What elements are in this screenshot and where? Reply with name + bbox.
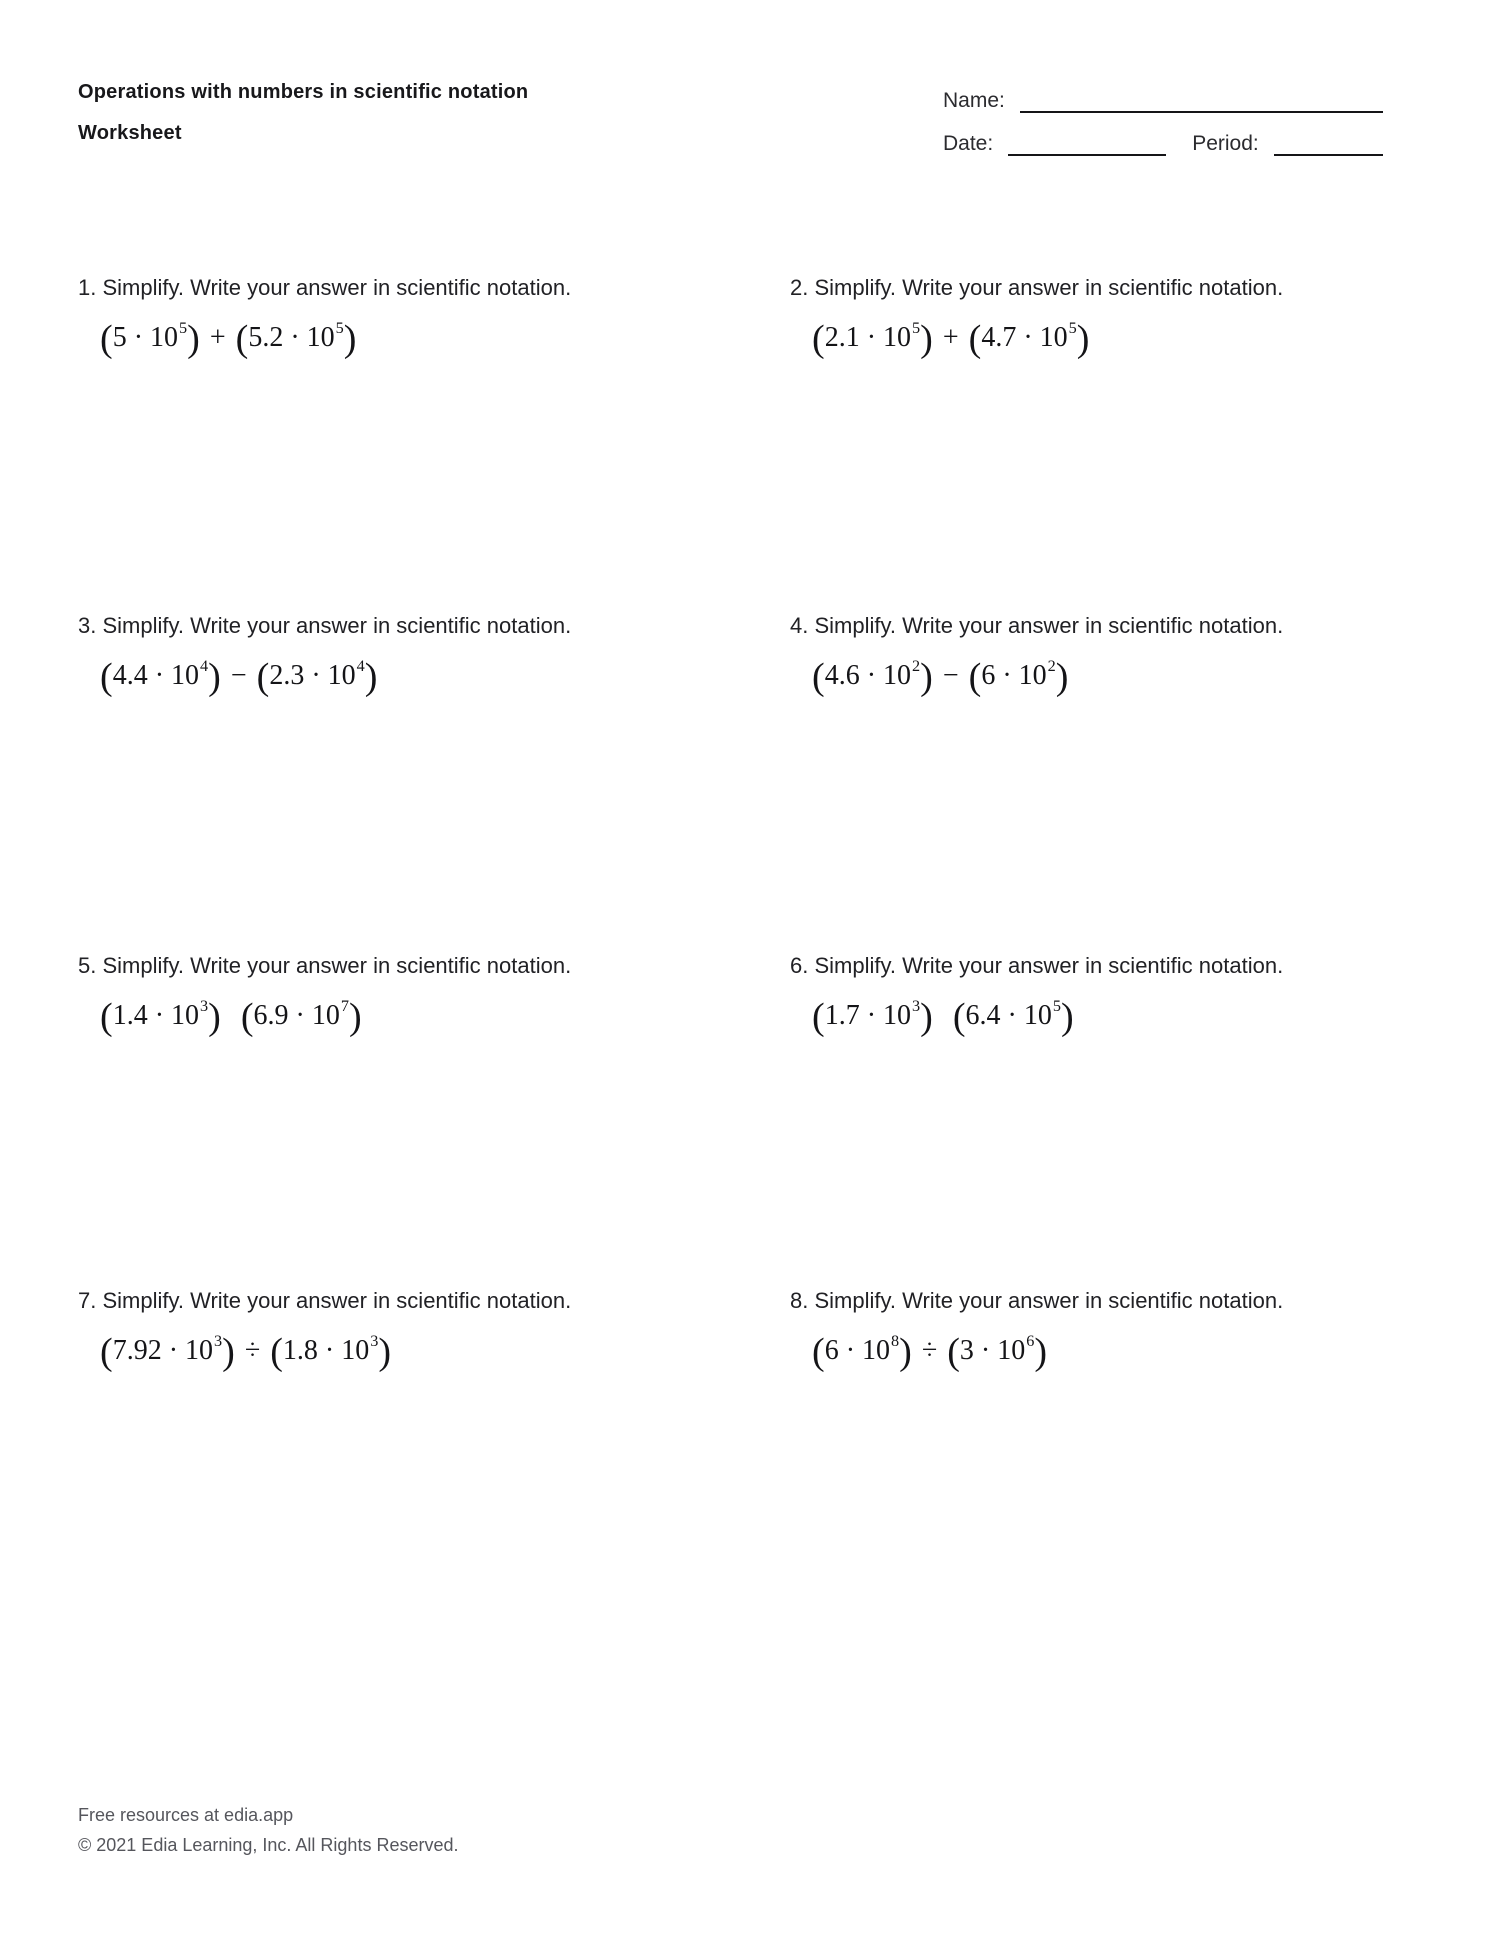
close-paren: )	[899, 1331, 912, 1373]
term2-exponent: 5	[1068, 319, 1077, 338]
open-paren: (	[270, 1331, 283, 1373]
footer-resources-line: Free resources at edia.app	[78, 1805, 294, 1825]
term2-mantissa: 6.9 · 10	[253, 1000, 340, 1032]
operator: ÷	[921, 1335, 938, 1367]
term2-mantissa: 2.3 · 10	[269, 660, 356, 692]
name-label: Name:	[943, 89, 1005, 112]
problem-prompt	[78, 951, 718, 980]
close-paren: )	[208, 996, 221, 1038]
open-paren: (	[812, 1331, 825, 1373]
term2-exponent: 5	[335, 319, 344, 338]
date-period-row	[943, 131, 1383, 156]
open-paren: (	[100, 318, 113, 360]
term2-mantissa: 6.4 · 10	[965, 1000, 1052, 1032]
term2-exponent: 4	[356, 657, 365, 676]
term1-exponent: 4	[200, 657, 209, 676]
math-expression	[812, 1330, 1430, 1374]
problem-prompt	[790, 273, 1430, 302]
open-paren: (	[812, 656, 825, 698]
open-paren: (	[968, 656, 982, 698]
problem-number: 2.	[790, 275, 809, 300]
problem-instruction: Simplify. Write your answer in scientific notation.	[814, 953, 1284, 978]
term1-exponent: 3	[912, 997, 921, 1016]
math-expression	[100, 317, 718, 361]
open-paren: (	[812, 996, 825, 1038]
term2-exponent: 5	[1052, 997, 1061, 1016]
page-title	[78, 72, 528, 154]
term1-mantissa: 4.4 · 10	[112, 660, 200, 692]
problem-3	[78, 611, 718, 699]
operator: −	[942, 660, 959, 692]
problem-instruction: Simplify. Write your answer in scientific notation.	[102, 613, 572, 638]
problem-6	[790, 951, 1430, 1039]
open-paren: (	[235, 318, 249, 360]
math-expression	[812, 995, 1430, 1039]
term2-mantissa: 3 · 10	[959, 1335, 1026, 1367]
problem-4	[790, 611, 1430, 699]
problem-8	[790, 1286, 1430, 1374]
close-paren: )	[343, 318, 357, 360]
term1-mantissa: 2.1 · 10	[824, 322, 912, 354]
operator: −	[230, 660, 247, 692]
math-expression	[812, 655, 1430, 699]
close-paren: )	[378, 1331, 392, 1373]
open-paren: (	[256, 656, 270, 698]
term1-mantissa: 6 · 10	[824, 1335, 891, 1367]
term1-exponent: 3	[214, 1332, 223, 1351]
term2-mantissa: 5.2 · 10	[248, 322, 335, 354]
close-paren: )	[364, 656, 378, 698]
date-blank-line	[1008, 132, 1166, 156]
math-expression	[100, 1330, 718, 1374]
term2-exponent: 3	[370, 1332, 379, 1351]
problem-instruction: Simplify. Write your answer in scientific notation.	[814, 613, 1284, 638]
problem-5	[78, 951, 718, 1039]
problem-number: 7.	[78, 1288, 97, 1313]
term2-mantissa: 1.8 · 10	[282, 1335, 370, 1367]
term1-exponent: 5	[912, 319, 921, 338]
problem-instruction: Simplify. Write your answer in scientific notation.	[102, 953, 572, 978]
open-paren: (	[968, 318, 982, 360]
term1-exponent: 3	[200, 997, 209, 1016]
problem-number: 6.	[790, 953, 809, 978]
problem-instruction: Simplify. Write your answer in scientific notation.	[102, 1288, 572, 1313]
term2-mantissa: 4.7 · 10	[981, 322, 1068, 354]
close-paren: )	[187, 318, 200, 360]
page-footer	[78, 1800, 458, 1860]
problem-prompt	[790, 951, 1430, 980]
term1-mantissa: 5 · 10	[112, 322, 179, 354]
term1-exponent: 5	[179, 319, 188, 338]
problem-number: 1.	[78, 275, 97, 300]
name-blank-line	[1020, 89, 1383, 113]
term2-exponent: 2	[1047, 657, 1056, 676]
close-paren: )	[920, 996, 933, 1038]
close-paren: )	[222, 1331, 235, 1373]
close-paren: )	[920, 318, 933, 360]
open-paren: (	[812, 318, 825, 360]
open-paren: (	[100, 1331, 113, 1373]
open-paren: (	[100, 996, 113, 1038]
close-paren: )	[348, 996, 362, 1038]
footer-copyright-line: © 2021 Edia Learning, Inc. All Rights Reserved.	[78, 1835, 459, 1855]
term1-mantissa: 7.92 · 10	[112, 1335, 214, 1367]
term1-mantissa: 1.4 · 10	[112, 1000, 200, 1032]
problem-instruction: Simplify. Write your answer in scientific notation.	[814, 275, 1284, 300]
term1-exponent: 2	[912, 657, 921, 676]
term1-mantissa: 1.7 · 10	[824, 1000, 912, 1032]
problem-number: 4.	[790, 613, 809, 638]
math-expression	[812, 317, 1430, 361]
math-expression	[100, 655, 718, 699]
math-expression	[100, 995, 718, 1039]
student-fields	[943, 88, 1383, 174]
operator: ÷	[244, 1335, 261, 1367]
open-paren: (	[240, 996, 254, 1038]
page-title-line2: Worksheet	[78, 122, 182, 144]
open-paren: (	[100, 656, 113, 698]
problem-number: 8.	[790, 1288, 809, 1313]
close-paren: )	[208, 656, 221, 698]
term2-mantissa: 6 · 10	[981, 660, 1047, 692]
problem-2	[790, 273, 1430, 361]
term2-exponent: 7	[340, 997, 349, 1016]
problem-7	[78, 1286, 718, 1374]
problem-prompt	[790, 1286, 1430, 1315]
open-paren: (	[947, 1331, 960, 1373]
term2-exponent: 6	[1026, 1332, 1035, 1351]
problem-instruction: Simplify. Write your answer in scientific notation.	[814, 1288, 1284, 1313]
page-title-line1: Operations with numbers in scientific notation	[78, 81, 529, 103]
name-row	[943, 88, 1383, 113]
term1-exponent: 8	[891, 1332, 900, 1351]
problem-1	[78, 273, 718, 361]
term1-mantissa: 4.6 · 10	[824, 660, 912, 692]
open-paren: (	[952, 996, 966, 1038]
date-label: Date:	[943, 132, 994, 155]
problem-prompt	[78, 1286, 718, 1315]
period-blank-line	[1274, 132, 1383, 156]
problem-number: 5.	[78, 953, 97, 978]
operator: +	[209, 322, 226, 354]
close-paren: )	[1076, 318, 1090, 360]
close-paren: )	[1055, 656, 1069, 698]
problem-prompt	[78, 611, 718, 640]
period-label: Period:	[1192, 132, 1259, 155]
problem-number: 3.	[78, 613, 97, 638]
close-paren: )	[1034, 1331, 1048, 1373]
problem-prompt	[790, 611, 1430, 640]
close-paren: )	[1060, 996, 1074, 1038]
problem-prompt	[78, 273, 718, 302]
operator: +	[942, 322, 959, 354]
close-paren: )	[920, 656, 933, 698]
problem-instruction: Simplify. Write your answer in scientific notation.	[102, 275, 572, 300]
